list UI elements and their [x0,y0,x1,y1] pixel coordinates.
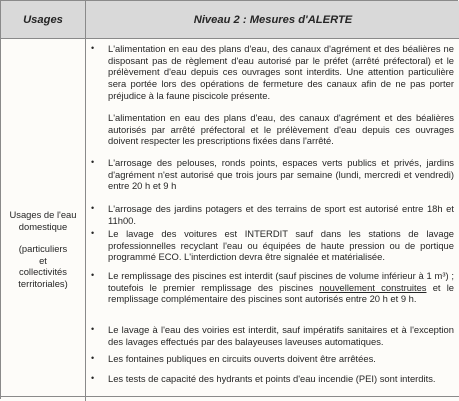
usage-category-cell [1,39,86,401]
bullet-icon: • [91,324,95,334]
measure-text: L'alimentation en eau des plans d'eau, des canaux d'agrément et des béalières ne disposant pas de règlement d'eau autorisé par le préfet (arrêté préfectoral) et le prélèvement d'eau depuis ces ouvrages sont interdits. Une attention particulière sera portée lors des opérations de fermeture des canaux afin de ne pas porter préjudice à la faune piscicole présente. [108,43,454,101]
measure-text [108,270,454,305]
bullet-icon: • [91,228,95,238]
bullet-icon: • [91,43,95,53]
header-level [86,1,459,39]
bullet-icon: • [91,373,95,383]
measure-text: Le lavage des voitures est INTERDIT sauf dans les stations de lavage professionnelles recyclant l'eau ou équipées de haute pression ou de portique programmé ECO. L'interdiction devra être signalée et matérialisée. [108,228,454,263]
measure-text: Les fontaines publiques en circuits ouverts doivent être arrêtées. [108,353,376,364]
category-line: et [39,254,47,266]
bullet-icon: • [91,270,95,280]
bullet-icon: • [91,157,95,167]
bullet-icon: • [91,353,95,363]
header-usages [1,1,86,39]
measures-cell [86,39,459,401]
measure-text-part: et le remplissage complémentaire des piscines sont autorisés entre 20 h et 9 h. [108,281,455,305]
category-line: domestique [18,220,68,232]
measure-text: Les tests de capacité des hydrants et points d'eau incendie (PEI) sont interdits. [108,373,436,384]
category-line: collectivités [19,266,67,277]
category-line: territoriales) [18,277,68,289]
underlined-text: nouvellement construites [319,281,427,293]
measure-text: L'alimentation en eau des plans d'eau, des canaux d'agrément et des béalières autorisés par arrêté préfectoral et le prélèvement d'eau depuis ces ouvrages doivent respecter les prescriptions fixées dans l'arrêté. [108,112,454,147]
measure-text: L'arrosage des jardins potagers et des terrains de sport est autorisé entre 18h et 11h00. [108,203,454,226]
header-level-label: Niveau 2 : Mesures d'ALERTE [193,13,353,26]
usage-category-label [3,209,83,289]
table-bottom-border [0,396,459,397]
measure-text: L'arrosage des pelouses, ronds points, espaces verts publics et privés, jardins d'agrément n'est autorisé que trois jours par semaine (lundi, mercredi et vendredi) entre 20 h et 9 h [108,157,454,192]
category-line: Usages de l'eau [9,209,77,220]
category-line: (particuliers [18,243,68,254]
header-usages-label: Usages [23,13,63,26]
bullet-icon: • [91,203,95,213]
measure-text: Le lavage à l'eau des voiries est interdit, sauf impératifs sanitaires et à l'exception des lavages effectués par des balayeuses laveuses automatiques. [108,324,454,347]
measure-text-part: Le remplissage des piscines est interdit (sauf piscines de volume inférieur à 1 m³) ; toutefois le premier remplissage des piscines [108,270,454,293]
